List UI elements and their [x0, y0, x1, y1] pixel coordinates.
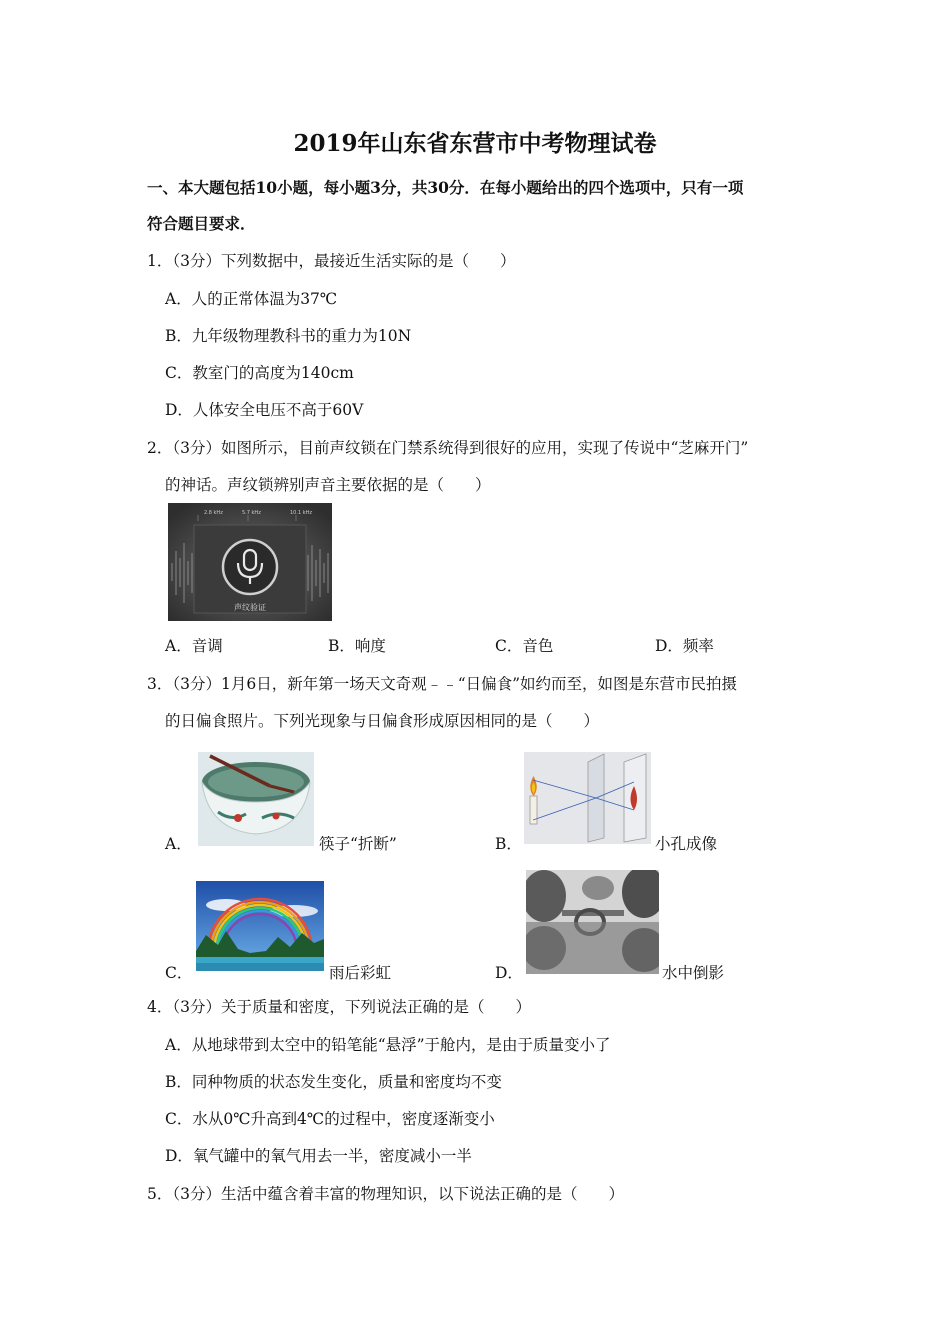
q1-option-d: D．人体安全电压不高于60V — [165, 401, 364, 419]
q3-option-b-text: 小孔成像 — [655, 835, 718, 853]
freq-label-2: 5.7 kHz — [242, 510, 261, 516]
section-heading-line1: 一、本大题包括10小题，每小题3分，共30分．在每小题给出的四个选项中，只有一项 — [147, 178, 744, 197]
pinhole-imaging-image — [524, 752, 651, 844]
rainbow-image — [196, 881, 324, 971]
q2-stem-line2: 的神话。声纹锁辨别声音主要依据的是（ ） — [165, 476, 491, 494]
q4-option-b: B．同种物质的状态发生变化，质量和密度均不变 — [165, 1073, 502, 1091]
q2-stem-line1: 2．（3分）如图所示，目前声纹锁在门禁系统得到很好的应用，实现了传说中“芝麻开门” — [147, 439, 749, 457]
q4-option-a: A．从地球带到太空中的铅笔能“悬浮”于舱内，是由于质量变小了 — [165, 1036, 611, 1054]
q2-option-c: C．音色 — [495, 637, 554, 655]
q3-option-b-letter: B． — [495, 835, 522, 853]
q4-option-c: C．水从0℃升高到4℃的过程中，密度逐渐变小 — [165, 1110, 495, 1128]
voiceprint-caption: 声纹验证 — [234, 603, 266, 612]
freq-label-1: 2.8 kHz — [204, 510, 223, 516]
q2-option-d: D．频率 — [655, 637, 714, 655]
q3-stem-line2: 的日偏食照片。下列光现象与日偏食形成原因相同的是（ ） — [165, 712, 600, 730]
q3-option-a-letter: A． — [165, 835, 192, 853]
q1-option-a: A．人的正常体温为37℃ — [165, 290, 338, 308]
q3-option-c-text: 雨后彩虹 — [329, 964, 392, 982]
q5-stem: 5．（3分）生活中蕴含着丰富的物理知识，以下说法正确的是（ ） — [147, 1185, 624, 1203]
page-title: 2019年山东省东营市中考物理试卷 — [293, 130, 657, 157]
q1-stem: 1．（3分）下列数据中，最接近生活实际的是（ ） — [147, 252, 516, 270]
q3-option-c-letter: C． — [165, 964, 193, 982]
q2-option-a: A．音调 — [165, 637, 223, 655]
q4-stem: 4．（3分）关于质量和密度，下列说法正确的是（ ） — [147, 998, 531, 1016]
q3-option-d-letter: D． — [495, 964, 523, 982]
q2-option-b: B．响度 — [328, 637, 386, 655]
q3-stem-line1: 3．（3分）1月6日，新年第一场天文奇观﹣﹣“日偏食”如约而至，如图是东营市民拍摄 — [147, 675, 738, 693]
section-heading-line2: 符合题目要求． — [147, 214, 256, 233]
q3-option-d-text: 水中倒影 — [662, 964, 725, 982]
q4-option-d: D．氧气罐中的氧气用去一半，密度减小一半 — [165, 1147, 472, 1165]
q3-option-a-text: 筷子“折断” — [319, 835, 397, 853]
q1-option-c: C．教室门的高度为140cm — [165, 364, 354, 382]
voiceprint-lock-image — [168, 503, 332, 621]
chopstick-bowl-image — [198, 752, 314, 846]
q1-option-b: B．九年级物理教科书的重力为10N — [165, 327, 412, 345]
freq-label-3: 10.1 kHz — [290, 510, 313, 516]
water-reflection-image — [526, 870, 659, 974]
